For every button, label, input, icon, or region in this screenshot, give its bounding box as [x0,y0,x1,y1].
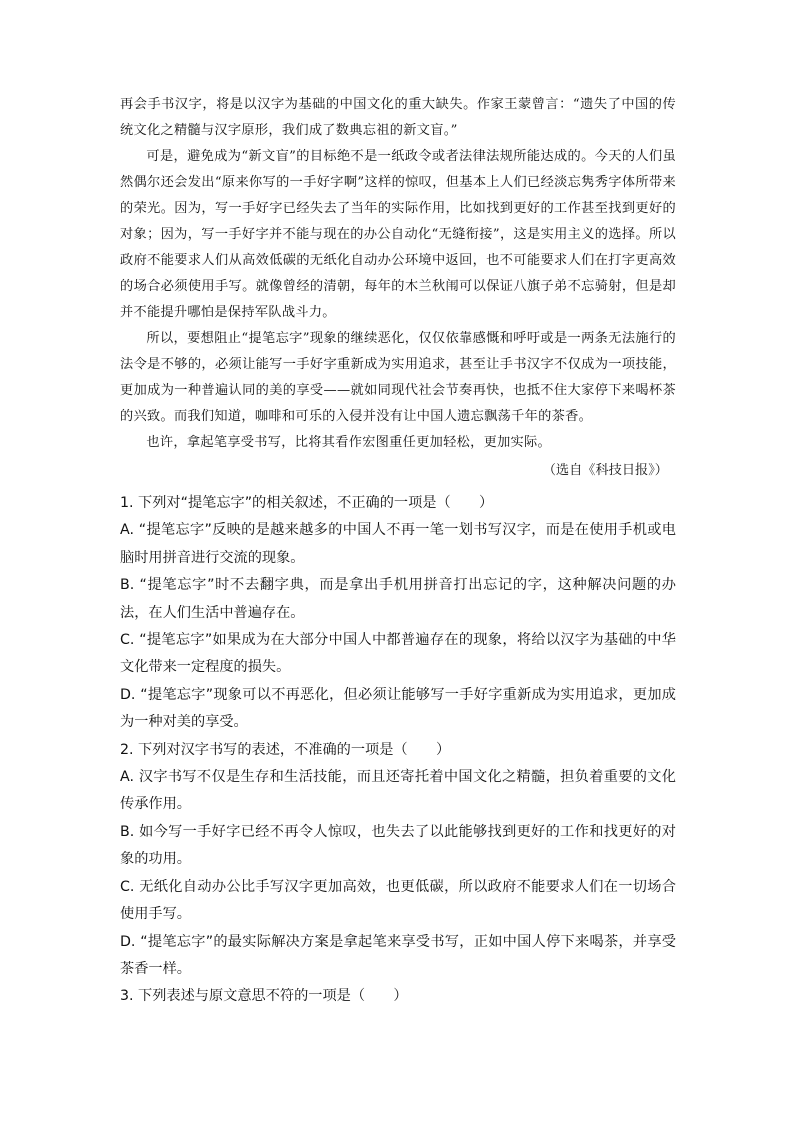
reading-passage [120,92,676,484]
option-d: D. “提笔忘字”现象可以不再恶化，但必须让能够写一手好字重新成为实用追求，更加成为一种对美的享受。 [120,686,676,731]
question-2 [120,737,676,984]
option-c: C. 无纸化自动办公比手写汉字更加高效，也更低碳，所以政府不能要求人们在一切场合使用手写。 [120,878,676,923]
option-c: C. “提笔忘字”如果成为在大部分中国人中都普遍存在的现象，将给以汉字为基础的中华文化带来一定程度的损失。 [120,632,676,676]
passage-paragraph-2: 可是，避免成为“新文盲”的目标绝不是一纸政令或者法律法规所能达成的。今天的人们虽然偶尔还会发出“原来你写的一手好字啊”这样的惊叹，但基本上人们已经淡忘隽秀字体所带来的荣光。因为，写一手好字已经失去了当年的实际作用，比如找到更好的工作甚至找到更好的对象；因为，写一手好字并不能与现在的办公自动化“无缝衔接”，这是实用主义的选择。所以政府不能要求人们从高效低碳的无纸化自动办公环境中返回，也不可能要求人们在打字更高效的场合必须使用手写。就像曾经的清朝，每年的木兰秋闱可以保证八旗子弟不忘骑射，但是却并不能提升哪怕是保持军队战斗力。 [120,149,676,320]
question-stem: 2. 下列对汉字书写的表述，不准确的一项是（ ） [120,741,451,758]
option-b: B. “提笔忘字”时不去翻字典，而是拿出手机用拼音打出忘记的字，这种解决问题的办法，在人们生活中普遍存在。 [120,577,676,621]
option-a: A. “提笔忘字”反映的是越来越多的中国人不再一笔一划书写汉字，而是在使用手机或电脑时用拼音进行交流的现象。 [120,522,676,566]
passage-paragraph-4: 也许，拿起笔享受书写，比将其看作宏图重任更加轻松，更加实际。 [146,435,552,450]
passage-source: （选自《科技日报》） [542,463,668,478]
passage-paragraph-3: 所以，要想阻止“提笔忘字”现象的继续恶化，仅仅依靠感慨和呼吁或是一两条无法施行的法令是不够的，必须让能写一手好字重新成为实用追求，甚至让手书汉字不仅成为一项技能，更加成为一种普遍认同的美的享受——就如同现代社会节奏再快，也抵不住大家停下来喝杯茶的兴致。而我们知道，咖啡和可乐的入侵并没有让中国人遗忘飘荡千年的茶香。 [120,331,676,424]
option-b: B. 如今写一手好字已经不再令人惊叹，也失去了以此能够找到更好的工作和找更好的对象的功用。 [120,823,676,868]
question-stem: 1. 下列对“提笔忘字”的相关叙述，不正确的一项是（ ） [120,495,494,511]
question-3 [120,983,676,1010]
document-page [120,92,676,1011]
question-list [120,490,676,1011]
option-d: D. “提笔忘字”的最实际解决方案是拿起笔来享受书写，正如中国人停下来喝茶，并享受茶香一样。 [120,933,676,977]
passage-paragraph-1: 再会手书汉字，将是以汉字为基础的中国文化的重大缺失。作家王蒙曾言：“遗失了中国的传统文化之精髓与汉字原形，我们成了数典忘祖的新文盲。” [120,97,676,138]
option-a: A. 汉字书写不仅是生存和生活技能，而且还寄托着中国文化之精髓，担负着重要的文化传承作用。 [120,769,676,813]
question-1 [120,490,676,737]
question-stem: 3. 下列表述与原文意思不符的一项是（ ） [120,988,408,1005]
